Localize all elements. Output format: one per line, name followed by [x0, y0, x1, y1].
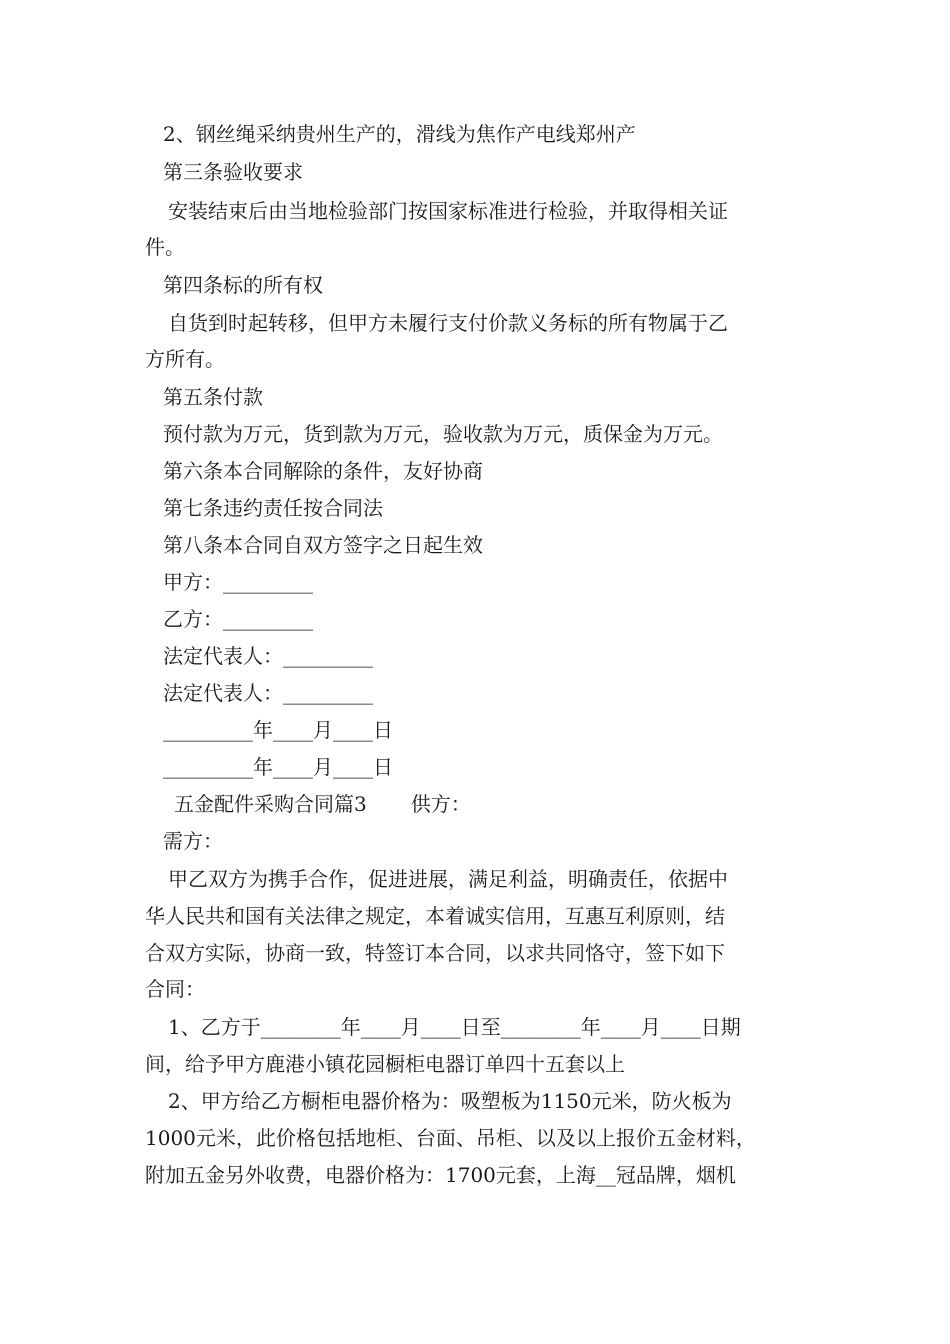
party-b-signature-line: 乙方：_________	[163, 607, 313, 631]
paragraph-line: 1000元米，此价格包括地柜、台面、吊柜、以及以上报价五金材料，	[145, 1126, 756, 1150]
date-line: _________年____月____日	[163, 718, 393, 742]
buyer-label: 需方：	[163, 829, 223, 853]
paragraph-line: 合同：	[145, 977, 205, 1001]
clause-text: 1、乙方于________年____月____日至________年____月____日期	[168, 1015, 741, 1039]
paragraph-line: 自货到时起转移，但甲方未履行支付价款义务标的所有物属于乙	[168, 311, 728, 335]
paragraph-line: 方所有。	[145, 347, 225, 371]
section-heading: 第四条标的所有权	[163, 273, 323, 297]
paragraph-line: 预付款为万元，货到款为万元，验收款为万元，质保金为万元。	[163, 422, 723, 446]
paragraph-line: 安装结束后由当地检验部门按国家标准进行检验，并取得相关证	[168, 199, 728, 223]
clause-text: 2、甲方给乙方橱柜电器价格为：吸塑板为1150元米，防火板为	[168, 1089, 732, 1113]
paragraph-line: 件。	[145, 235, 185, 259]
section-heading: 第七条违约责任按合同法	[163, 496, 383, 520]
section-heading: 第六条本合同解除的条件，友好协商	[163, 459, 483, 483]
paragraph-line: 间，给予甲方鹿港小镇花园橱柜电器订单四十五套以上	[145, 1052, 625, 1076]
date-line: _________年____月____日	[163, 755, 393, 779]
section-heading: 第三条验收要求	[163, 160, 303, 184]
clause-text: 2、钢丝绳采纳贵州生产的，滑线为焦作产电线郑州产	[163, 122, 636, 146]
paragraph-line: 甲乙双方为携手合作，促进进展，满足利益，明确责任，依据中	[168, 867, 728, 891]
section-heading: 第五条付款	[163, 385, 263, 409]
party-a-signature-line: 甲方：_________	[163, 570, 313, 594]
contract-heading	[174, 786, 844, 822]
legal-representative-line: 法定代表人：_________	[163, 681, 373, 705]
paragraph-line: 合双方实际，协商一致，特签订本合同，以求共同恪守，签下如下	[145, 941, 725, 965]
contract-title: 五金配件采购合同篇3	[174, 792, 367, 816]
paragraph-line: 附加五金另外收费，电器价格为：1700元套，上海__冠品牌，烟机	[145, 1163, 736, 1187]
section-heading: 第八条本合同自双方签字之日起生效	[163, 533, 483, 557]
legal-representative-line: 法定代表人：_________	[163, 644, 373, 668]
paragraph-line: 华人民共和国有关法律之规定，本着诚实信用，互惠互利原则，结	[145, 904, 725, 928]
supplier-label: 供方：	[410, 792, 471, 816]
